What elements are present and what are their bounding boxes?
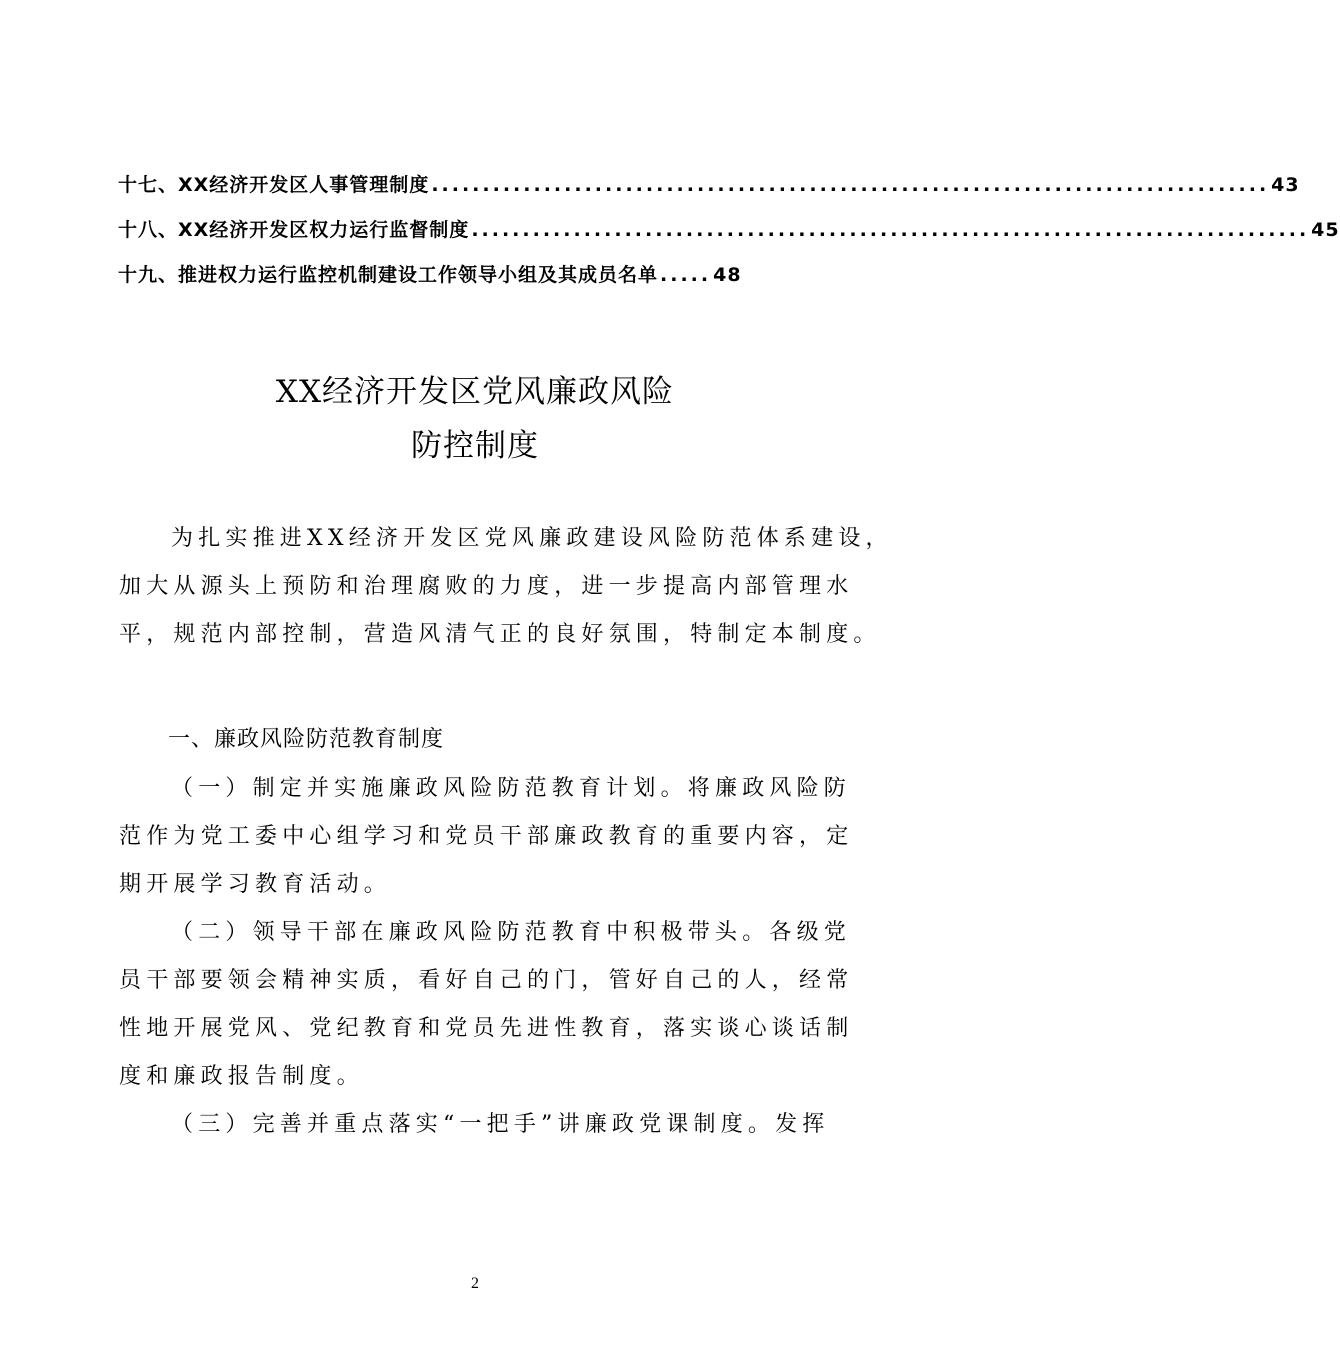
- toc-entry-page: 45: [1311, 219, 1340, 241]
- toc-entry-title: 十九、推进权力运行监控机制建设工作领导小组及其成员名单: [118, 264, 659, 286]
- section-heading: 一、廉政风险防范教育制度: [168, 727, 445, 752]
- paragraph-line: （三）完善并重点落实“一把手”讲廉政党课制度。发挥: [171, 1112, 830, 1137]
- paragraph-line: 平，规范内部控制，营造风清气正的良好氛围，特制定本制度。: [119, 622, 881, 647]
- page-number: 2: [471, 1275, 479, 1292]
- paragraph-line: （二）领导干部在廉政风险防范教育中积极带头。各级党: [171, 920, 852, 945]
- paragraph-line: （一）制定并实施廉政风险防范教育计划。将廉政风险防: [171, 776, 852, 801]
- toc-entry[interactable]: [118, 260, 818, 294]
- paragraph-line: 范作为党工委中心组学习和党员干部廉政教育的重要内容，定: [119, 824, 854, 849]
- toc-entry-page: 43: [1271, 174, 1300, 196]
- toc-entry-page: 48: [713, 264, 742, 286]
- paragraph-line: 为扎实推进XX经济开发区党风廉政建设风险防范体系建设，: [171, 526, 893, 551]
- paragraph-line: 期开展学习教育活动。: [119, 872, 392, 897]
- toc-entry-title: 十八、XX经济开发区权力运行监督制度: [118, 219, 470, 241]
- toc-entry[interactable]: [118, 215, 1340, 249]
- toc-leader-dots: ..................................................................................: [431, 174, 1270, 196]
- paragraph-line: 员干部要领会精神实质，看好自己的门，管好自己的人，经常: [119, 968, 854, 993]
- intro-paragraph: [119, 515, 893, 659]
- document-title-line-1: XX经济开发区党风廉政风险: [275, 374, 675, 410]
- document-title-line-2: 防控制度: [411, 428, 539, 464]
- toc-entry[interactable]: [118, 170, 1300, 204]
- paragraph-line: 性地开展党风、党纪教育和党员先进性教育，落实谈心谈话制: [119, 1016, 854, 1041]
- paragraph-line: 度和廉政报告制度。: [119, 1064, 364, 1089]
- table-of-contents: [118, 170, 1340, 305]
- paragraph-line: 加大从源头上预防和治理腐败的力度，进一步提高内部管理水: [119, 574, 854, 599]
- toc-leader-dots: .....: [660, 264, 712, 286]
- toc-leader-dots: ..................................................................................: [471, 219, 1310, 241]
- section-body: [119, 765, 854, 1149]
- toc-entry-title: 十七、XX经济开发区人事管理制度: [118, 174, 430, 196]
